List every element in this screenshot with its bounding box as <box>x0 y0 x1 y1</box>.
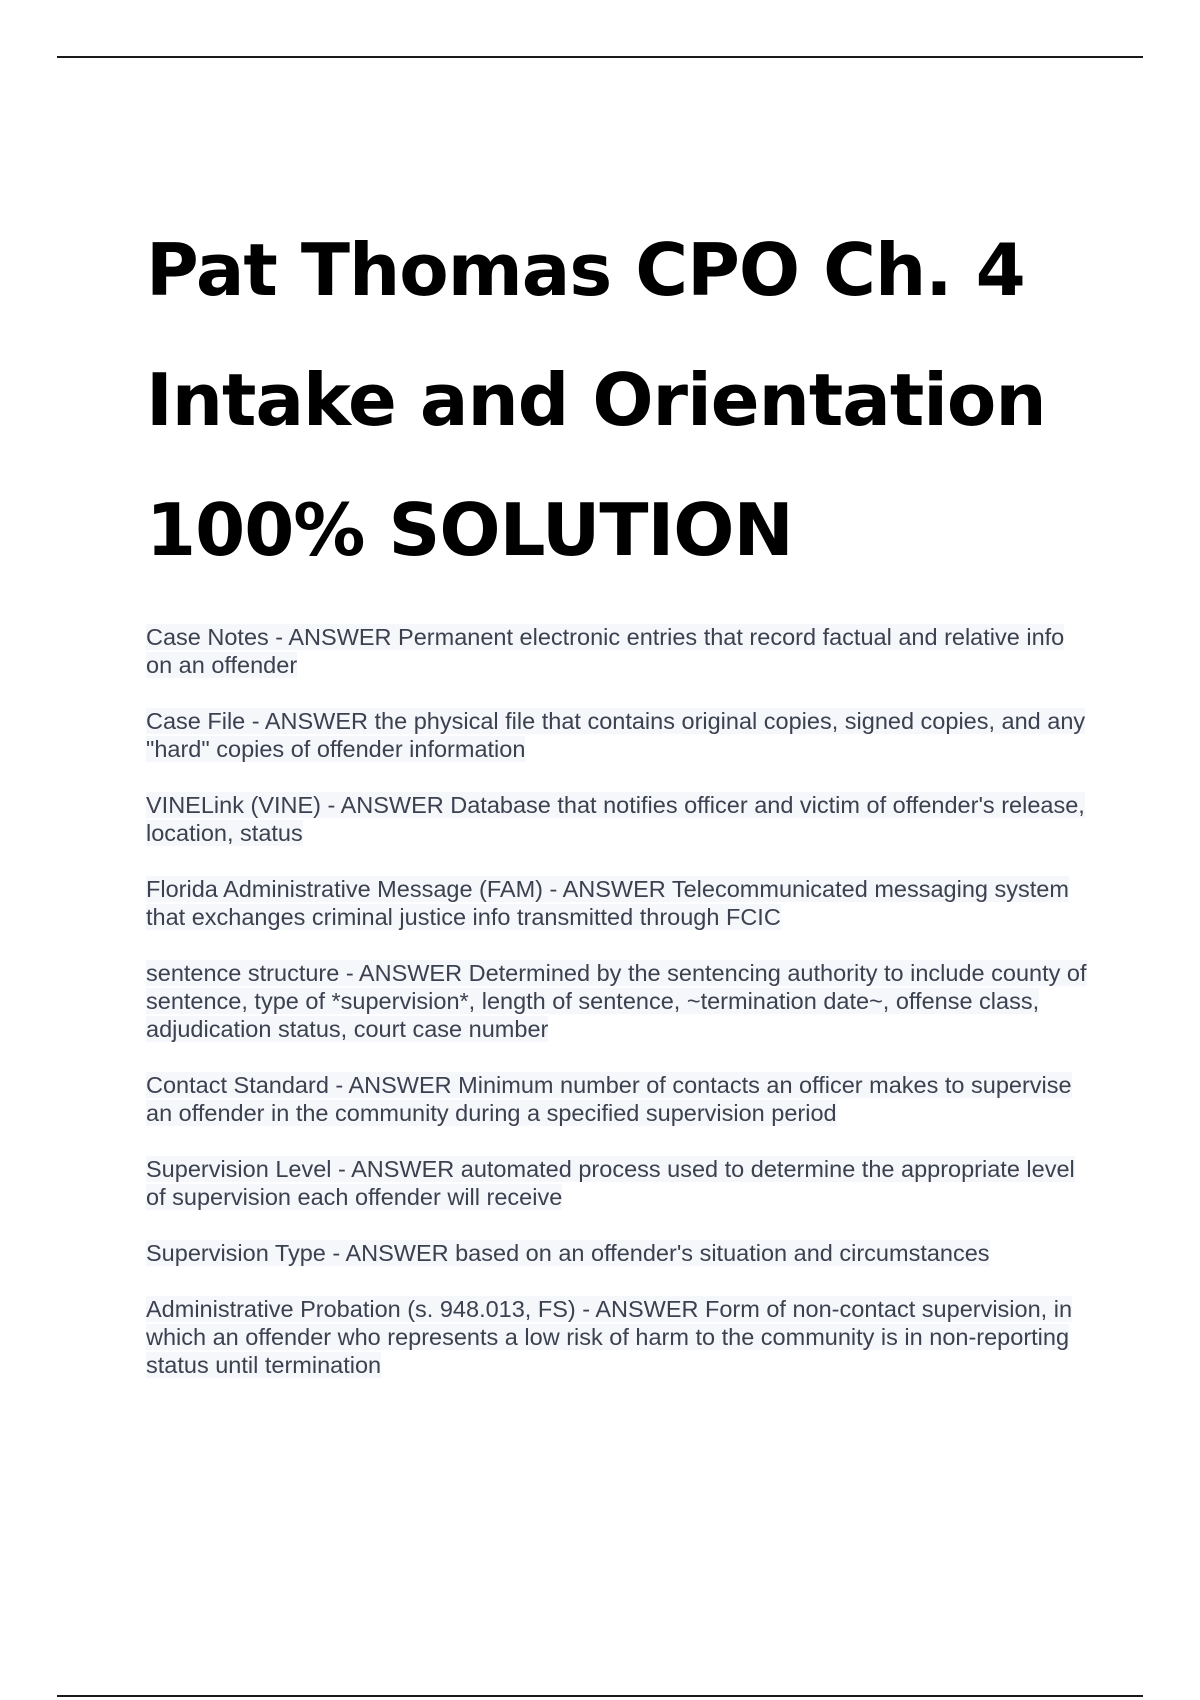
flashcard-entry <box>146 1071 1096 1127</box>
entry-answer: ANSWER based on an offender's situation and circumstances <box>345 1240 990 1266</box>
entry-term: Administrative Probation (s. 948.013, FS) - <box>146 1296 596 1322</box>
document-title <box>146 205 1146 595</box>
entry-answer: ANSWER Determined by the sentencing authority to include county of sentence, type of *supervision*, length of sentence, ~termination date~, offense class, adjudication status, court case number <box>146 960 1087 1042</box>
flashcard-entry <box>146 623 1096 679</box>
title-line-3: 100% SOLUTION <box>146 488 793 572</box>
title-line-2: Intake and Orientation <box>146 358 1046 442</box>
title-line-1: Pat Thomas CPO Ch. 4 <box>146 228 1025 312</box>
entry-answer: ANSWER Form of non-contact supervision, in which an offender who represents a low risk of harm to the community is in non-reporting status until termination <box>146 1296 1073 1378</box>
entry-term: Case Notes - <box>146 624 289 650</box>
flashcard-entry <box>146 1155 1096 1211</box>
entry-term: sentence structure - <box>146 960 359 986</box>
entry-answer: ANSWER the physical file that contains original copies, signed copies, and any "hard" copies of offender information <box>146 708 1086 762</box>
flashcard-entry <box>146 707 1096 763</box>
flashcard-entry <box>146 875 1096 931</box>
flashcard-entry <box>146 791 1096 847</box>
entry-term: VINELink (VINE) - <box>146 792 341 818</box>
entry-term: Case File - <box>146 708 265 734</box>
entry-answer: ANSWER Telecommunicated messaging system that exchanges criminal justice info transmitted through FCIC <box>146 876 1069 930</box>
entry-answer: ANSWER Permanent electronic entries that record factual and relative info on an offender <box>146 624 1065 678</box>
entry-term: Supervision Level - <box>146 1156 352 1182</box>
flashcard-entry <box>146 1295 1096 1379</box>
entry-term: Contact Standard - <box>146 1072 349 1098</box>
entry-term: Supervision Type - <box>146 1240 346 1266</box>
entry-answer: ANSWER Database that notifies officer and victim of offender's release, location, status <box>146 792 1085 846</box>
top-rule <box>57 56 1143 58</box>
flashcard-entry <box>146 959 1096 1043</box>
flashcard-list <box>146 623 1096 1407</box>
flashcard-entry <box>146 1239 1096 1267</box>
bottom-rule <box>57 1695 1143 1697</box>
entry-answer: ANSWER automated process used to determine the appropriate level of supervision each offender will receive <box>146 1156 1075 1210</box>
entry-answer: ANSWER Minimum number of contacts an officer makes to supervise an offender in the community during a specified supervision period <box>146 1072 1072 1126</box>
entry-term: Florida Administrative Message (FAM) - <box>146 876 563 902</box>
